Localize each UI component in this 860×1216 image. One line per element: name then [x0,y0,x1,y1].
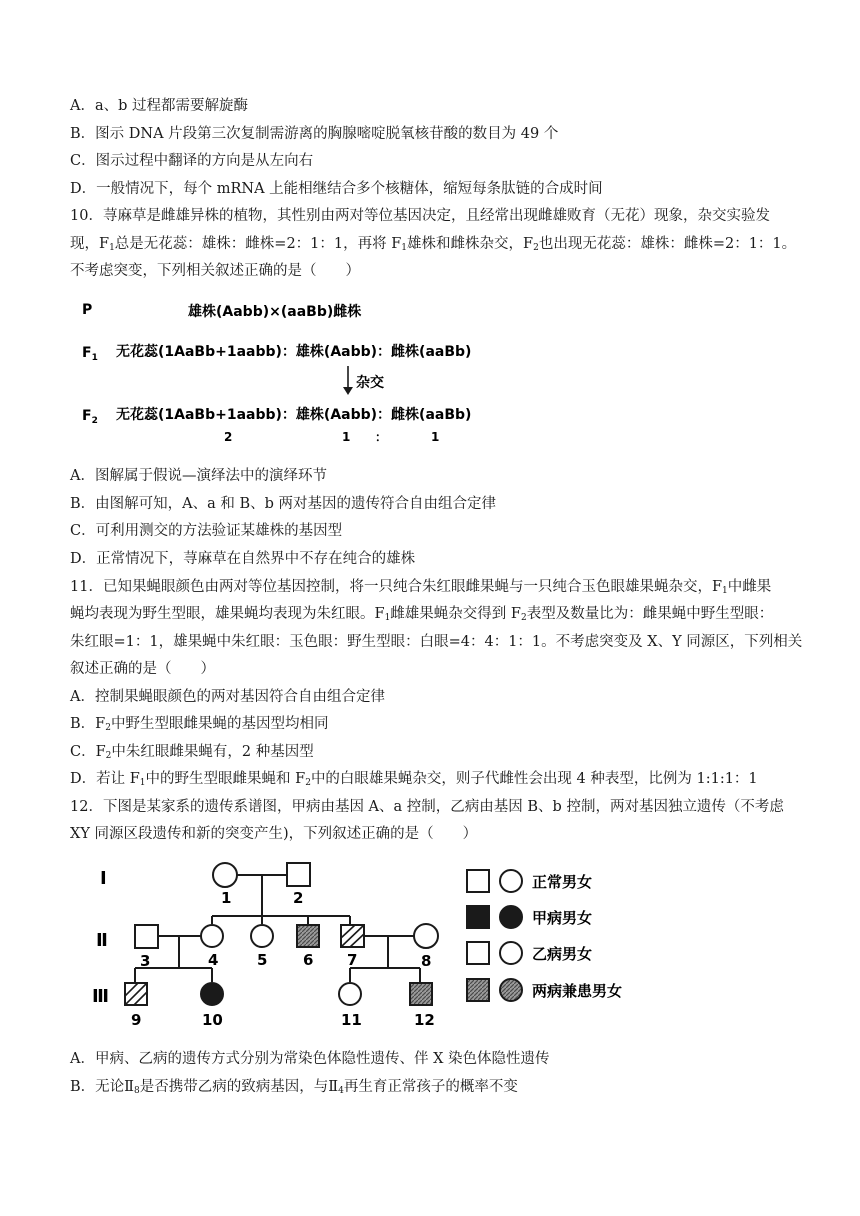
f2-label: $F_2$ [82,408,98,426]
q10-stem-line1: 10．荨麻草是雌雄异株的植物，其性别由两对等位基因决定，且经常出现雌雄败育（无花）现象，杂交实验发 [70,208,770,224]
individual-I-1 [213,863,237,887]
pedigree-legend [467,870,622,1001]
q10-cross-diagram [70,296,490,446]
num-12: 12 [414,1011,435,1029]
num-8: 8 [421,952,432,970]
q12-stem-line1: 12．下图是某家系的遗传系谱图，甲病由基因 A、a 控制，乙病由基因 B、b 控制，两对基因独立遗传（不考虑 [70,799,784,815]
q11-option-c: C．$F_2$中朱红眼雌果蝇有，2 种基因型 [70,744,314,761]
q9-option-d: D．一般情况下，每个 mRNA 上能相继结合多个核糖体，缩短每条肽链的合成时间 [70,181,603,197]
q10-option-b: B．由图解可知，A、a 和 B、b 两对基因的遗传符合自由组合定律 [70,496,497,512]
q11-option-d: D．若让 $F_1$中的野生型眼雌果蝇和 $F_2$中的白眼雄果蝇杂交，则子代雌性会出现 4 种表型，比例为 1:1:1：1 [70,771,758,788]
q10-option-c: C．可利用测交的方法验证某雄株的基因型 [70,523,343,539]
num-10: 10 [202,1011,223,1029]
num-9: 9 [131,1011,142,1029]
legend-normal: 正常男女 [532,873,593,891]
q9-option-c: C．图示过程中翻译的方向是从左向右 [70,153,314,169]
q12-stem-line2: XY 同源区段遗传和新的突变产生)，下列叙述正确的是（ ） [70,826,478,842]
q11-stem-line3: 朱红眼=1：1，雄果蝇中朱红眼：玉色眼：野生型眼：白眼=4：4：1：1。不考虑突变及 X、Y 同源区，下列相关 [70,634,803,650]
q9-option-b: B．图示 DNA 片段第三次复制需游离的胸腺嘧啶脱氧核苷酸的数目为 49 个 [70,126,559,142]
q11-stem-line2: 蝇均表现为野生型眼，雄果蝇均表现为朱红眼。$F_1$雌雄果蝇杂交得到 $F_2$表型及数量比为：雌果蝇中野生型眼： [70,606,774,623]
q10-stem-line2: 现，$F_1$总是无花蕊：雄株：雌株=2：1：1，再将 $F_1$雄株和雌株杂交，$F_2$也出现无花蕊：雄株：雌株=2：1：1。 [70,236,797,253]
num-3: 3 [140,952,151,970]
q12-option-a: A．甲病、乙病的遗传方式分别为常染色体隐性遗传、伴 X 染色体隐性遗传 [70,1051,550,1067]
individual-III-10 [201,983,223,1005]
q10-option-d: D．正常情况下，荨麻草在自然界中不存在纯合的雄株 [70,551,416,567]
gen-label-3: Ⅲ [92,986,110,1007]
individual-I-2 [287,863,310,886]
num-1: 1 [221,889,232,907]
q10-option-a: A．图解属于假说—演绎法中的演绎环节 [70,468,327,484]
f1-text: 无花蕊(1AaBb+1aabb)：雄株(Aabb)：雌株(aaBb) [116,344,472,360]
num-2: 2 [293,889,304,907]
cross-word: 杂交 [356,375,384,391]
num-7: 7 [347,951,358,969]
q11-option-a: A．控制果蝇眼颜色的两对基因符合自由组合定律 [70,689,385,705]
ratio-1a: 1 [342,430,351,444]
gen-label-2: Ⅱ [96,930,108,951]
num-11: 11 [341,1011,362,1029]
legend-disease-a: 甲病男女 [532,909,593,927]
individual-III-11 [339,983,361,1005]
q10-stem-line3: 不考虑突变，下列相关叙述正确的是（ ） [70,263,360,279]
cross-arrow-head [343,387,353,395]
individual-II-8 [414,924,438,948]
legend-disease-b: 乙病男女 [532,945,593,963]
gen-label-1: Ⅰ [100,868,107,889]
q12-option-b: B．无论$Ⅱ_8$是否携带乙病的致病基因，与$Ⅱ_4$再生育正常孩子的概率不变 [70,1079,518,1096]
pedigree-chart [70,852,670,1032]
num-6: 6 [303,951,314,969]
individual-II-4 [201,925,223,947]
num-4: 4 [208,951,219,969]
num-5: 5 [257,951,268,969]
ratio-colon: ： [375,430,388,444]
ratio-1b: 1 [431,430,440,444]
individual-II-5 [251,925,273,947]
legend-both: 两病兼患男女 [532,982,623,1000]
p-cross-text: 雄株(Aabb)×(aaBb)雌株 [188,304,362,320]
q11-stem-line1: 11．已知果蝇眼颜色由两对等位基因控制，将一只纯合朱红眼雌果蝇与一只纯合玉色眼雄果蝇杂交，$F_1$中雌果 [70,579,772,596]
q11-option-b: B．$F_2$中野生型眼雌果蝇的基因型均相同 [70,716,329,733]
p-label: P [82,302,93,318]
f1-label: $F_1$ [82,345,98,363]
ratio-2: 2 [224,430,233,444]
individual-II-3 [135,925,158,948]
f2-text: 无花蕊(1AaBb+1aabb)：雄株(Aabb)：雌株(aaBb) [116,407,472,423]
individual-III-12 [410,983,432,1005]
q11-stem-line4: 叙述正确的是（ ） [70,661,215,677]
q9-option-a: A．a、b 过程都需要解旋酶 [70,98,249,114]
individual-II-6 [297,925,319,947]
